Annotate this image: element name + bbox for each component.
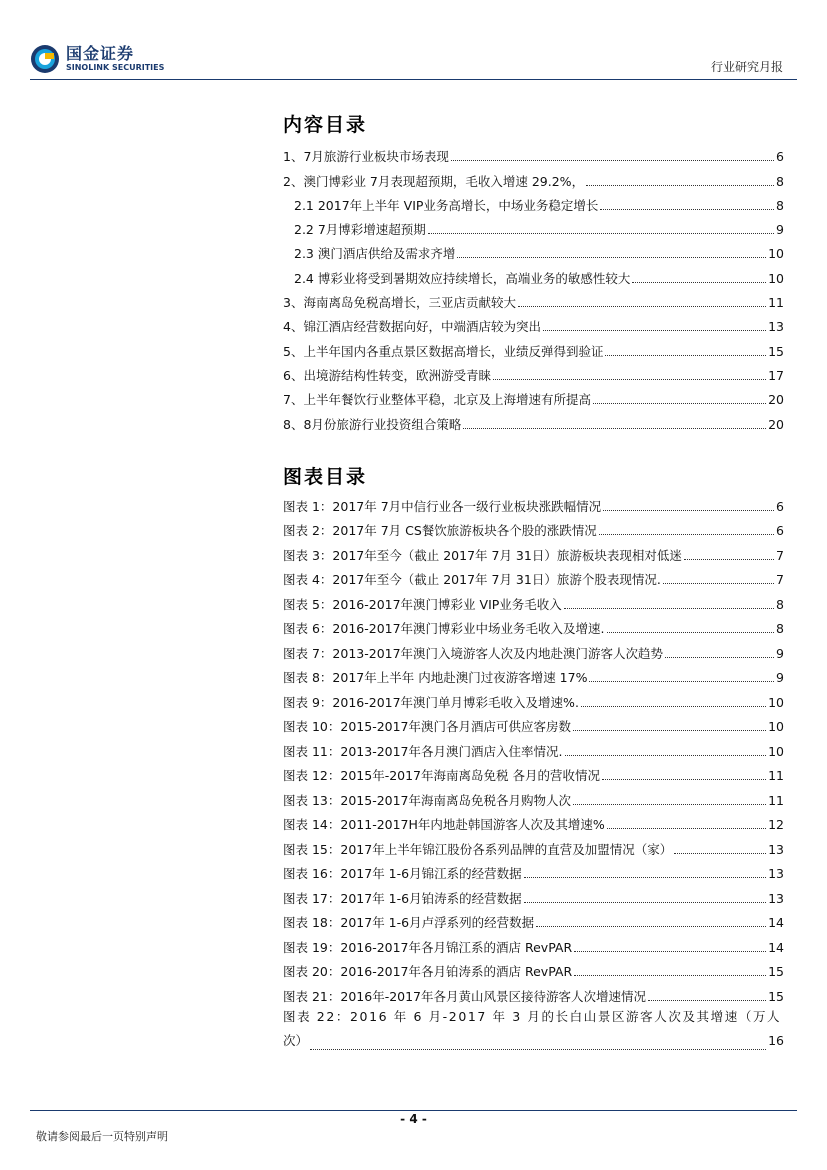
toc-entry-page[interactable]: 10	[768, 694, 784, 710]
toc-entry-label[interactable]: 1、7月旅游行业板块市场表现	[283, 149, 449, 165]
toc-entry-label[interactable]: 图表 4：2017年至今（截止 2017年 7月 31日）旅游个股表现情况.	[283, 572, 661, 587]
header-divider	[30, 79, 797, 80]
dot-leader	[607, 631, 775, 633]
toc-entry-label[interactable]: 图表 8：2017年上半年 内地赴澳门过夜游客增速 17%	[283, 670, 588, 685]
dot-leader	[543, 329, 766, 331]
toc-entry-label[interactable]: 图表 11：2013-2017年各月澳门酒店入住率情况.	[283, 743, 563, 759]
toc-entry-label[interactable]: 图表 20：2016-2017年各月铂涛系的酒店 RevPAR	[283, 964, 573, 979]
footer-divider	[30, 1110, 797, 1111]
toc-entry-page[interactable]: 10	[768, 719, 784, 734]
toc-entry-page[interactable]: 11	[768, 768, 784, 783]
toc-entry-page[interactable]: 13	[768, 319, 784, 335]
dot-leader	[524, 876, 767, 878]
dot-leader	[573, 803, 766, 805]
toc-entry-page[interactable]: 13	[768, 890, 784, 906]
dot-leader	[518, 305, 766, 307]
sinolink-logo-icon	[30, 44, 60, 74]
toc-entry[interactable]	[283, 287, 784, 311]
dot-leader	[605, 354, 766, 356]
table-of-contents	[283, 141, 784, 433]
toc-entry-label[interactable]: 5、上半年国内各重点景区数据高增长，业绩反弹得到验证	[283, 343, 604, 359]
toc-entry-page[interactable]: 15	[768, 988, 784, 1004]
dot-leader	[665, 656, 774, 658]
toc-entry-page[interactable]: 12	[768, 817, 784, 832]
figure-entry[interactable]	[283, 686, 784, 711]
figures-toc-title: 图表目录	[283, 466, 368, 488]
dot-leader	[599, 533, 774, 535]
figure-entry-label-cont[interactable]: 次）	[283, 1033, 309, 1048]
toc-entry[interactable]	[283, 311, 784, 335]
dot-leader	[457, 256, 766, 258]
dot-leader	[603, 509, 774, 511]
toc-entry-page[interactable]: 9	[776, 670, 784, 685]
toc-entry-page[interactable]: 9	[776, 222, 784, 238]
disclaimer-note: 敬请参阅最后一页特别声明	[36, 1130, 168, 1143]
toc-entry-label[interactable]: 图表 21：2016年-2017年各月黄山风景区接待游客人次增速情况	[283, 988, 647, 1004]
toc-entry-label[interactable]: 2.3 澳门酒店供给及需求齐增	[294, 246, 456, 262]
logo-english-name: SINOLINK SECURITIES	[66, 63, 165, 72]
toc-entry-page[interactable]: 6	[776, 149, 784, 165]
toc-entry-page[interactable]: 10	[768, 270, 784, 286]
figure-entry[interactable]	[283, 613, 784, 638]
toc-entry-page[interactable]: 8	[776, 596, 784, 612]
toc-entry-label[interactable]: 图表 14：2011-2017H年内地赴韩国游客人次及其增速%	[283, 817, 605, 832]
toc-entry-page[interactable]: 11	[768, 792, 784, 808]
toc-entry-label[interactable]: 图表 1：2017年 7月中信行业各一级行业板块涨跌幅情况	[283, 498, 602, 514]
toc-entry-label[interactable]: 6、出境游结构性转变，欧洲游受青睐	[283, 367, 491, 383]
figure-entry-page[interactable]: 16	[768, 1033, 784, 1048]
toc-entry-page[interactable]: 10	[768, 743, 784, 759]
toc-entry-label[interactable]: 2.1 2017年上半年 VIP业务高增长，中场业务稳定增长	[294, 197, 599, 213]
toc-entry-label[interactable]: 图表 2：2017年 7月 CS餐饮旅游板块各个股的涨跌情况	[283, 523, 597, 538]
figure-entry[interactable]	[283, 588, 784, 613]
figure-entry[interactable]	[283, 784, 784, 809]
toc-entry[interactable]	[283, 238, 784, 262]
toc-entry-label[interactable]: 2.4 博彩业将受到暑期效应持续增长，高端业务的敏感性较大	[294, 270, 631, 286]
toc-entry-label[interactable]: 图表 17：2017年 1-6月铂涛系的经营数据	[283, 890, 522, 906]
figures-list	[283, 490, 784, 1054]
toc-entry-label[interactable]: 图表 10：2015-2017年澳门各月酒店可供应客房数	[283, 719, 572, 734]
figure-entry[interactable]	[283, 515, 784, 540]
dot-leader	[463, 427, 766, 429]
dot-leader	[684, 558, 774, 560]
toc-entry-page[interactable]: 15	[768, 343, 784, 359]
toc-entry-page[interactable]: 13	[768, 841, 784, 857]
toc-entry-label[interactable]: 7、上半年餐饮行业整体平稳，北京及上海增速有所提高	[283, 392, 591, 408]
toc-entry-label[interactable]: 图表 3：2017年至今（截止 2017年 7月 31日）旅游板块表现相对低迷	[283, 547, 682, 563]
toc-entry-page[interactable]: 8	[776, 173, 784, 189]
dot-leader	[674, 852, 766, 854]
toc-entry-label[interactable]: 图表 16：2017年 1-6月锦江系的经营数据	[283, 866, 522, 881]
toc-entry-label[interactable]: 图表 18：2017年 1-6月卢浮系列的经营数据	[283, 915, 535, 930]
toc-entry[interactable]	[283, 408, 784, 432]
dot-leader	[574, 974, 766, 976]
logo-chinese-name: 国金证券	[66, 44, 135, 63]
toc-entry-page[interactable]: 15	[768, 964, 784, 979]
figure-entry[interactable]	[283, 833, 784, 858]
figure-entry[interactable]	[283, 858, 784, 883]
toc-entry-page[interactable]: 20	[768, 416, 784, 432]
company-logo	[30, 44, 164, 74]
dot-leader	[524, 901, 767, 903]
dot-leader	[581, 705, 766, 707]
dot-leader	[310, 1048, 766, 1050]
toc-entry-label[interactable]: 图表 9：2016-2017年澳门单月博彩毛收入及增速%.	[283, 694, 579, 710]
dot-leader	[565, 754, 767, 756]
toc-entry-page[interactable]: 6	[776, 523, 784, 538]
dot-leader	[602, 778, 766, 780]
dot-leader	[607, 827, 766, 829]
figure-entry[interactable]	[283, 956, 784, 981]
toc-entry[interactable]	[283, 262, 784, 286]
figure-entry[interactable]	[283, 760, 784, 785]
dot-leader	[573, 729, 766, 731]
toc-entry-label[interactable]: 8、8月份旅游行业投资组合策略	[283, 416, 462, 432]
toc-entry-page[interactable]: 14	[768, 915, 784, 930]
figure-entry[interactable]	[283, 564, 784, 589]
dot-leader	[451, 159, 774, 161]
toc-entry-label[interactable]: 图表 5：2016-2017年澳门博彩业 VIP业务毛收入	[283, 596, 562, 612]
figure-entry[interactable]	[283, 490, 784, 515]
dot-leader	[589, 680, 774, 682]
toc-entry-label[interactable]: 2.2 7月博彩增速超预期	[294, 222, 426, 238]
dot-leader	[663, 582, 774, 584]
toc-entry[interactable]	[283, 165, 784, 189]
toc-entry-page[interactable]: 14	[768, 939, 784, 955]
toc-entry[interactable]	[283, 335, 784, 359]
figure-entry[interactable]	[283, 882, 784, 907]
toc-entry-page[interactable]: 7	[776, 547, 784, 563]
dot-leader	[632, 281, 766, 283]
toc-entry[interactable]	[283, 214, 784, 238]
toc-entry-label[interactable]: 图表 6：2016-2017年澳门博彩业中场业务毛收入及增速.	[283, 621, 605, 636]
dot-leader	[593, 402, 766, 404]
toc-entry-label[interactable]: 图表 19：2016-2017年各月锦江系的酒店 RevPAR	[283, 939, 573, 955]
figure-entry[interactable]	[283, 637, 784, 662]
dot-leader	[564, 607, 774, 609]
toc-entry-label[interactable]: 图表 7：2013-2017年澳门入境游客人次及内地赴澳门游客人次趋势	[283, 645, 664, 661]
figure-entry-label[interactable]: 图表 22：2016 年 6 月-2017 年 3 月的长白山景区游客人次及其增速（万人	[283, 1008, 782, 1024]
toc-entry[interactable]	[283, 141, 784, 165]
toc-entry[interactable]	[283, 384, 784, 408]
toc-entry-page[interactable]: 10	[768, 246, 784, 262]
dot-leader	[600, 208, 774, 210]
figure-entry[interactable]	[283, 711, 784, 736]
report-type-label: 行业研究月报	[710, 60, 783, 74]
figure-entry[interactable]	[283, 931, 784, 956]
page-number: - 4 -	[400, 1112, 427, 1126]
toc-entry-label[interactable]: 图表 13：2015-2017年海南离岛免税各月购物人次	[283, 792, 572, 808]
toc-entry-page[interactable]: 8	[776, 621, 784, 636]
dot-leader	[648, 999, 766, 1001]
dot-leader	[493, 378, 766, 380]
toc-entry-page[interactable]: 6	[776, 498, 784, 514]
toc-entry-label[interactable]: 图表 12：2015年-2017年海南离岛免税 各月的营收情况	[283, 768, 600, 783]
figure-entry[interactable]	[283, 1005, 784, 1054]
toc-entry[interactable]	[283, 360, 784, 384]
toc-entry-label[interactable]: 3、海南离岛免税高增长，三亚店贡献较大	[283, 295, 516, 311]
toc-title: 内容目录	[283, 114, 368, 136]
toc-entry-page[interactable]: 8	[776, 197, 784, 213]
toc-entry-page[interactable]: 20	[768, 392, 784, 408]
dot-leader	[574, 950, 766, 952]
figure-entry[interactable]	[283, 809, 784, 834]
toc-entry-page[interactable]: 11	[768, 295, 784, 311]
dot-leader	[536, 925, 766, 927]
figure-entry[interactable]	[283, 735, 784, 760]
dot-leader	[428, 232, 774, 234]
figure-entry[interactable]	[283, 539, 784, 564]
figure-entry[interactable]	[283, 907, 784, 932]
toc-entry[interactable]	[283, 190, 784, 214]
toc-entry-page[interactable]: 13	[768, 866, 784, 881]
toc-entry-page[interactable]: 9	[776, 645, 784, 661]
toc-entry-label[interactable]: 4、锦江酒店经营数据向好，中端酒店较为突出	[283, 319, 541, 335]
page-header	[0, 0, 827, 86]
toc-entry-label[interactable]: 2、澳门博彩业 7月表现超预期，毛收入增速 29.2%，	[283, 173, 585, 189]
toc-entry-label[interactable]: 图表 15：2017年上半年锦江股份各系列品牌的直营及加盟情况（家）	[283, 841, 673, 857]
toc-entry-page[interactable]: 17	[768, 367, 784, 383]
figure-entry[interactable]	[283, 662, 784, 687]
dot-leader	[586, 184, 774, 186]
figure-entry[interactable]	[283, 980, 784, 1005]
toc-entry-page[interactable]: 7	[776, 572, 784, 587]
